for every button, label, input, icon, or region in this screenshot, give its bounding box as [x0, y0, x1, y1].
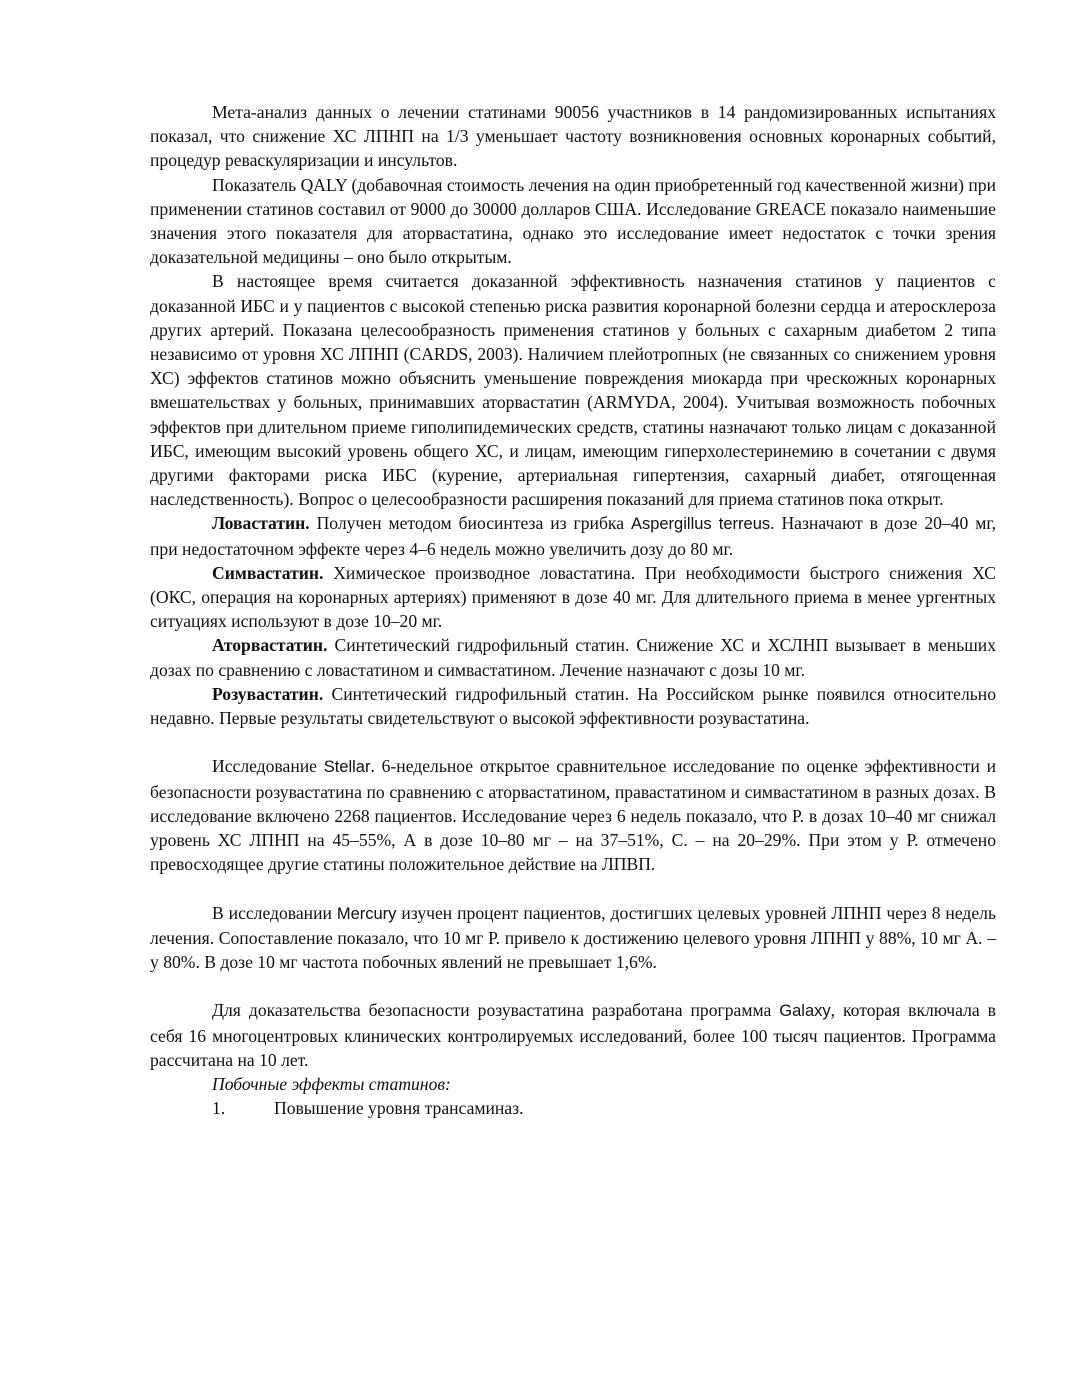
list-item-number: 1. — [212, 1098, 226, 1119]
mercury-study-name: Mercury — [336, 904, 397, 923]
rosuvastatin-text: Синтетический гидрофильный статин. На Российском рынке появился относительно недавно. Первые результаты свидетельствуют о высокой эффективности розувастатина. — [150, 683, 996, 729]
lovastatin-latin-name: Aspergillus terreus — [630, 515, 771, 534]
stellar-text-a: Исследование — [212, 756, 324, 777]
side-effects-heading: Побочные эффекты статинов: — [212, 1074, 451, 1095]
galaxy-text-b: , которая включала в себя 16 многоцентровых клинических контролируемых исследований, более 100 тысяч пациентов. Программа рассчитана на 10 лет. — [150, 1000, 996, 1070]
paragraph-rosuvastatin — [150, 682, 996, 730]
paragraph-stellar — [150, 754, 996, 876]
atorvastatin-title: Аторвастатин. — [212, 635, 328, 656]
atorvastatin-text: Синтетический гидрофильный статин. Снижение ХС и ХСЛНП вызывает в меньших дозах по сравнению с ловастатином и симвастатином. Лечение назначают с дозы 10 мг. — [150, 635, 996, 680]
simvastatin-title: Симвастатин. — [212, 562, 324, 583]
paragraph-meta-analysis: Мета-анализ данных о лечении статинами 90056 участников в 14 рандомизированных испытаниях показал, что снижение ХС ЛПНП на 1/3 уменьшает частоту возникновения основных коронарных событий, процедур реваскуляризации и инсультов. — [150, 102, 996, 171]
rosuvastatin-title: Розувастатин. — [212, 683, 324, 704]
list-item — [150, 1096, 996, 1120]
galaxy-text-a: Для доказательства безопасности розувастатина разработана программа — [212, 1000, 780, 1021]
mercury-text-a: В исследовании — [212, 902, 337, 923]
paragraph-simvastatin — [150, 561, 996, 634]
simvastatin-text: Химическое производное ловастатина. При необходимости быстрого снижения ХС (ОКС, операция на коронарных артериях) применяют в дозе 40 мг. Для длительного приема в менее ургентных ситуациях используют в дозе 10–20 мг. — [150, 562, 996, 632]
stellar-study-name: Stellar — [323, 758, 371, 777]
paragraph-statin-efficacy: В настоящее время считается доказанной эффективность назначения статинов у пациентов с доказанной ИБС и у пациентов с высокой степенью риска развития коронарной болезни сердца и атеросклероза других артерий. Показана целесообразность применения статинов у больных с сахарным диабетом 2 типа независимо от уровня ХС ЛПНП (CARDS, 2003). Наличием плейотропных (не связанных со снижением уровня ХС) эффектов статинов можно объяснить уменьшение повреждения миокарда при чрескожных коронарных вмешательствах у больных, принимавших аторвастатин (ARMYDA, 2004). Учитывая возможность побочных эффектов при длительном приеме гиполипидемических средств, статины назначают только лицам с доказанной ИБС, имеющим высокий уровень общего ХС, и лицам, имеющим гиперхолестеринемию в сочетании с двумя другими факторами риска ИБС (курение, артериальная гипертензия, сахарный диабет, отягощенная наследственность). Вопрос о целесообразности расширения показаний для приема статинов пока открыт. — [150, 271, 996, 510]
paragraph-atorvastatin — [150, 633, 996, 681]
lovastatin-text-b: . Назначают в дозе 20–40 мг, при недостаточном эффекте через 4–6 недель можно увеличить дозу до 80 мг. — [150, 513, 996, 559]
list-item-text: Повышение уровня трансаминаз. — [274, 1098, 524, 1119]
paragraph-lovastatin — [150, 511, 996, 560]
lovastatin-text-a: Получен методом биосинтеза из грибка — [309, 513, 631, 534]
galaxy-program-name: Galaxy — [779, 1002, 831, 1021]
paragraph-mercury — [150, 901, 996, 975]
paragraph-galaxy — [150, 998, 996, 1072]
lovastatin-title: Ловастатин. — [212, 513, 310, 534]
stellar-text-b: . 6-недельное открытое сравнительное исследование по оценке эффективности и безопасности розувастатина по сравнению с аторвастатином, правастатином и симвастатином в разных дозах. В исследование включено 2268 пациентов. Исследование через 6 недель показало, что Р. в дозах 10–40 мг снижал уровень ХС ЛПНП на 45–55%, А в дозе 10–80 мг – на 37–51%, С. – на 20–29%. При этом у Р. отмечено превосходящее другие статины положительное действие на ЛПВП. — [150, 756, 996, 875]
paragraph-qaly: Показатель QALY (добавочная стоимость лечения на один приобретенный год качественной жизни) при применении статинов составил от 9000 до 30000 долларов США. Исследование GREACE показало наименьшие значения этого показателя для аторвастатина, однако это исследование имеет недостаток с точки зрения доказательной медицины – оно было открытым. — [150, 174, 996, 268]
mercury-text-b: изучен процент пациентов, достигших целевых уровней ЛПНП через 8 недель лечения. Сопоставление показало, что 10 мг Р. привело к достижению целевого уровня ЛПНП у 88%, 10 мг А. – у 80%. В дозе 10 мг частота побочных явлений не превышает 1,6%. — [150, 902, 996, 973]
